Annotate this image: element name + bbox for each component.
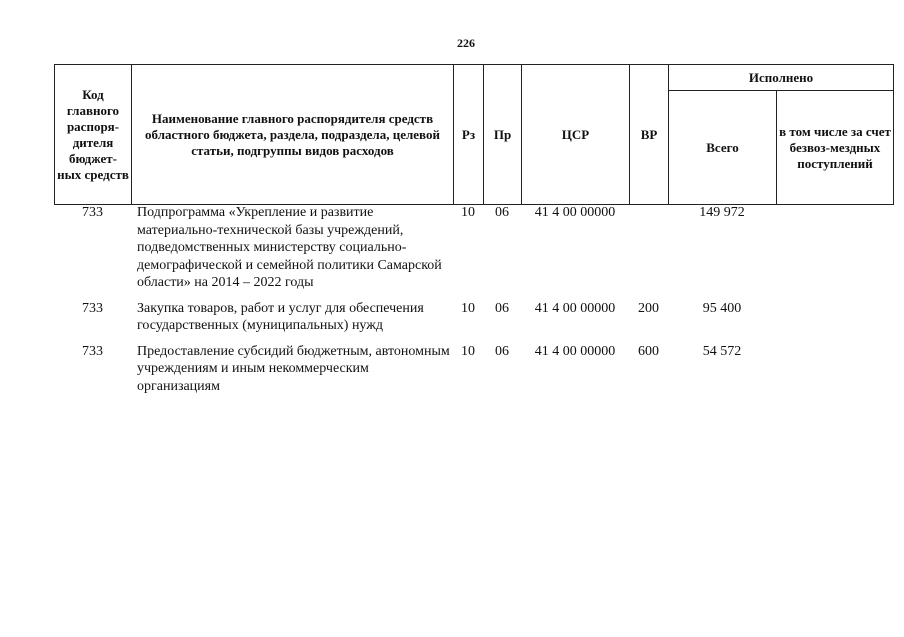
cell-free [776,343,893,396]
cell-vr: 600 [638,343,659,359]
header-total: Всего [669,91,777,205]
cell-csr: 41 4 00 00000 [534,205,616,220]
cell-pr: 06 [495,300,509,316]
cell-code: 733 [82,300,103,316]
cell-vr [629,204,668,300]
header-free-receipts: в том числе за счет безвоз-мездных поступлений [777,91,894,205]
header-name: Наименование главного распорядителя средств областного бюджета, раздела, подраздела, целевой статьи, подгруппы видов расходов [132,65,454,205]
cell-total: 54 572 [702,343,742,359]
cell-vr: 200 [638,300,659,316]
table-body [54,204,893,395]
cell-pr: 06 [495,205,509,220]
cell-pr: 06 [495,343,509,359]
cell-csr: 41 4 00 00000 [534,300,616,316]
cell-name: Предоставление субсидий бюджетным, автономным учреждениям и иным некоммерческим организациям [137,343,450,394]
header-rz: Рз [454,65,484,205]
header-executed: Исполнено [669,65,894,91]
header-pr: Пр [484,65,522,205]
header-csr: ЦСР [522,65,630,205]
table-row [54,343,893,396]
cell-name: Подпрограмма «Укрепление и развитие материально-технической базы учреждений, подведомственных министерству социально-демографической и семейной политики Самарской области» на 2014 – 2022 годы [137,205,442,290]
cell-rz: 10 [461,300,475,316]
cell-free [776,300,893,343]
cell-rz: 10 [461,205,475,220]
cell-free [776,204,893,300]
table-header [54,64,894,205]
table-row [54,204,893,300]
cell-total: 95 400 [702,300,742,316]
header-vr: ВР [630,65,669,205]
page-number: 226 [457,36,475,50]
cell-name: Закупка товаров, работ и услуг для обеспечения государственных (муниципальных) нужд [137,300,424,333]
cell-csr: 41 4 00 00000 [534,343,616,359]
header-code: Код главного распоря-дителя бюджет-ных средств [55,65,132,205]
cell-code: 733 [82,343,103,359]
table-row [54,300,893,343]
cell-code: 733 [82,205,103,220]
cell-rz: 10 [461,343,475,359]
cell-total: 149 972 [699,205,745,220]
